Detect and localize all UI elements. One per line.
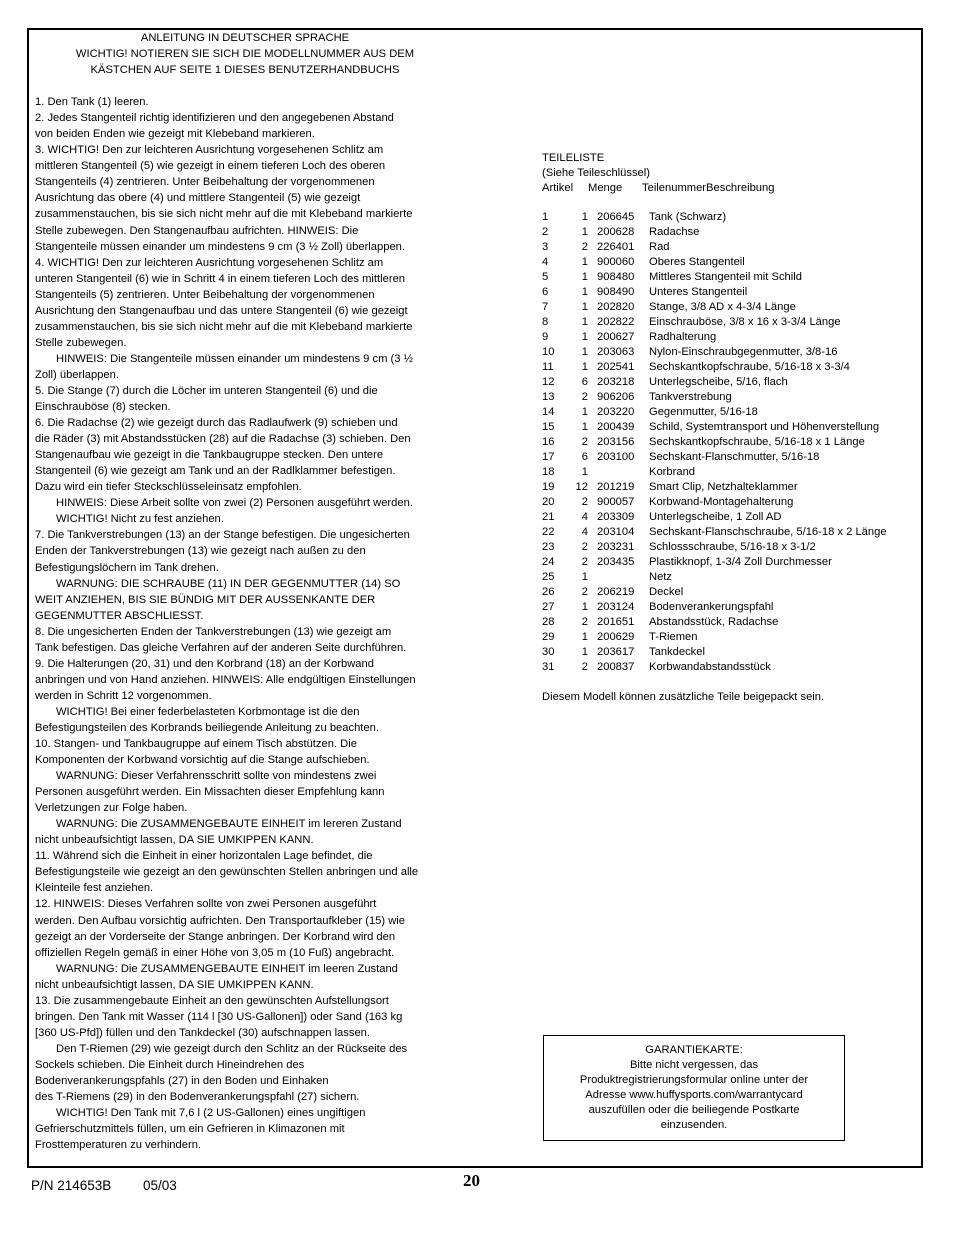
part-item: 19 [542,481,555,493]
part-item: 3 [542,241,549,253]
part-description: Einschrauböse, 3/8 x 16 x 3-3/4 Länge [649,316,841,328]
part-number-cell: 200837 [597,661,635,673]
parts-row [542,630,887,645]
parts-row [542,270,887,285]
part-number-cell: 202820 [597,301,635,313]
part-description: Stange, 3/8 AD x 4-3/4 Länge [649,301,796,313]
part-description: Netz [649,571,673,583]
instruction-line: 10. Stangen- und Tankbaugruppe auf einem Tisch abstützen. Die [35,738,357,751]
part-number-cell: 200627 [597,331,635,343]
part-description: Radachse [649,226,700,238]
part-qty: 1 [581,271,588,283]
part-description: Oberes Stangenteil [649,256,745,268]
warranty-line: Bitte nicht vergessen, das [629,1059,759,1071]
part-item: 4 [542,256,549,268]
part-item: 14 [542,406,555,418]
instruction-line: 9. Die Halterungen (20, 31) und den Korbrand (18) an der Korbwand [35,657,374,670]
instruction-line: WARNUNG: Die ZUSAMMENGEBAUTE EINHEIT im leeren Zustand [56,962,398,975]
part-description: Korbrand [649,466,696,478]
part-item: 13 [542,391,555,403]
parts-row [542,240,887,255]
part-item: 15 [542,421,555,433]
part-item: 12 [542,376,555,388]
part-item: 5 [542,271,549,283]
part-description: Abstandsstück, Radachse [649,616,779,628]
instruction-line: offiziellen Regeln gemäß in einer Höhe von 3,05 m (10 Fuß) angebracht. [35,946,395,959]
part-description: Korbwandabstandsstück [649,661,771,673]
instruction-line: Stangenteile müssen einander um mindestens 9 cm (3 ½ Zoll) überlappen. [35,240,406,253]
parts-row [542,255,887,270]
instruction-line: WEIT ANZIEHEN, BIS SIE BÜNDIG MIT DER AUSSENKANTE DER [35,593,376,606]
part-number-cell: 203063 [597,346,635,358]
instruction-line: WARNUNG: Dieser Verfahrensschritt sollte von mindestens zwei [56,770,377,783]
part-number-cell: 200628 [597,226,635,238]
parts-row [542,615,887,630]
part-item: 31 [542,661,555,673]
instruction-line: Ausrichtung das obere (4) und mittlere Stangenteil (5) wie gezeigt [35,192,361,205]
part-qty: 1 [581,301,588,313]
instruction-line: GEGENMUTTER ABSCHLIESST. [35,609,204,622]
part-item: 22 [542,526,555,538]
part-item: 27 [542,601,555,613]
part-description: Plastikknopf, 1-3/4 Zoll Durchmesser [649,556,832,568]
instruction-line: Stangenteil (6) wie gezeigt am Tank und an der Radlklammer befestigen. [35,465,396,478]
part-number-cell: 203218 [597,376,635,388]
part-number-cell: 200629 [597,631,635,643]
part-number-cell [588,570,649,585]
part-description: Sechskantkopfschraube, 5/16-18 x 3-3/4 [649,361,850,373]
instructions-body [35,94,475,1153]
part-description: Unteres Stangenteil [649,286,748,298]
instruction-line: zusammenstauchen, bis sie sich nicht mehr auf die mit Klebeband markierte [35,320,413,333]
part-qty: 4 [581,511,588,523]
parts-row [542,645,887,660]
part-item: 8 [542,316,549,328]
part-number-cell: 908480 [597,271,635,283]
part-number-cell: 203124 [597,601,635,613]
part-item: 23 [542,541,555,553]
instruction-line: Frosttemperaturen zu verhindern. [35,1139,202,1152]
parts-row [542,360,887,375]
instruction-line: 1. Den Tank (1) leeren. [35,96,149,109]
part-number-cell: 908490 [597,286,635,298]
warranty-line: GARANTIEKARTE: [645,1044,743,1056]
part-number-cell: 900057 [597,496,635,508]
page-number: 20 [463,1171,480,1190]
part-item: 10 [542,346,555,358]
parts-row [542,585,887,600]
part-qty: 1 [581,346,588,358]
instruction-line: 3. WICHTIG! Den zur leichteren Ausrichtung vorgesehenen Schlitz am [35,144,384,157]
part-qty: 1 [581,211,588,223]
part-number-cell [588,465,649,480]
part-qty: 6 [581,451,588,463]
instruction-line: WICHTIG! Den Tank mit 7,6 l (2 US-Gallonen) eines ungiftigen [56,1107,366,1120]
instruction-line: 6. Die Radachse (2) wie gezeigt durch das Radlaufwerk (9) schieben und [35,417,398,430]
warranty-line: einzusenden. [660,1119,728,1131]
part-description: Deckel [649,586,684,598]
instruction-line: WICHTIG! Nicht zu fest anziehen. [56,513,224,526]
instruction-line: Den T-Riemen (29) wie gezeigt durch den Schlitz an der Rückseite des [56,1042,408,1055]
col-artikel: Artikel [542,182,574,194]
parts-header-row [542,181,887,196]
part-item: 29 [542,631,555,643]
instruction-line: WARNUNG: Die ZUSAMMENGEBAUTE EINHEIT im lereren Zustand [56,818,402,831]
parts-row [542,375,887,390]
part-qty: 2 [581,241,588,253]
parts-rows [542,210,887,675]
part-qty: 2 [581,391,588,403]
warranty-line: Produktregistrierungsformular online unter der [579,1074,809,1086]
instruction-line: 8. Die ungesicherten Enden der Tankverstrebungen (13) wie gezeigt am [35,625,392,638]
part-number-cell: 203156 [597,436,635,448]
part-description: Sechskant-Flanschmutter, 5/16-18 [649,451,820,463]
parts-row [542,435,887,450]
instruction-line: Stangenteils (5) zentrieren. Unter Beibehaltung der vorgenommenen [35,288,375,301]
instruction-line: unteren Stangenteil (6) wie in Schritt 4 in einem tieferen Loch des mittleren [35,272,406,285]
instruction-line: mittleren Stangenteil (5) wie gezeigt in einem tieferen Loch des oberen [35,160,386,173]
part-number-cell: 202822 [597,316,635,328]
part-description: Korbwand-Montagehalterung [649,496,794,508]
part-description: Schild, Systemtransport und Höhenverstellung [649,421,880,433]
parts-row [542,540,887,555]
part-item: 26 [542,586,555,598]
part-number-cell: 203309 [597,511,635,523]
part-item: 16 [542,436,555,448]
parts-row [542,225,887,240]
part-qty: 1 [581,331,588,343]
parts-title: TEILELISTE [542,152,605,164]
part-qty: 2 [581,436,588,448]
parts-row [542,405,887,420]
part-number-cell: 201651 [597,616,635,628]
part-qty: 1 [581,316,588,328]
part-description: Tankverstrebung [649,391,732,403]
part-number-cell: 201219 [597,481,635,493]
part-qty: 1 [581,466,588,478]
warranty-line: Adresse www.huffysports.com/warrantycard [585,1089,803,1101]
part-description: Sechskantkopfschraube, 5/16-18 x 1 Länge [649,436,865,448]
parts-row [542,510,887,525]
part-item: 11 [542,361,554,373]
instruction-line: Komponenten der Korbwand vorsichtig auf die Stange aufschieben. [35,754,370,767]
part-description: Bodenverankerungspfahl [649,601,774,613]
part-description: Schlossschraube, 5/16-18 x 3-1/2 [649,541,816,553]
part-number-cell: 203104 [597,526,635,538]
part-item: 17 [542,451,555,463]
instruction-line: von beiden Enden wie gezeigt mit Klebeband markieren. [35,128,315,141]
instruction-line: WICHTIG! Bei einer federbelasteten Korbmontage ist die den [56,705,360,718]
parts-row [542,300,887,315]
part-description: Tankdeckel [649,646,705,658]
instruction-line: [360 US-Pfd]) füllen und den Tankdeckel (30) aufschnappen lassen. [35,1026,371,1039]
part-description: Radhalterung [649,331,717,343]
parts-row [542,315,887,330]
parts-note: Diesem Modell können zusätzliche Teile beigepackt sein. [542,691,825,703]
instruction-line: des T-Riemens (29) in den Bodenverankerungspfahl (27) sichern. [35,1091,360,1104]
part-item: 9 [542,331,549,343]
instruction-line: die Räder (3) mit Abstandsstücken (28) auf die Radachse (3) schieben. Den [35,433,411,446]
part-qty: 2 [581,541,588,553]
part-description: Rad [649,241,670,253]
part-description: T-Riemen [649,631,698,643]
part-number-cell: 200439 [597,421,635,433]
part-qty: 4 [581,526,588,538]
part-item: 25 [542,571,555,583]
part-number: P/N 214653B [31,1178,112,1193]
part-qty: 1 [581,631,588,643]
part-qty: 1 [581,256,588,268]
part-qty: 1 [581,226,588,238]
part-description: Unterlegscheibe, 1 Zoll AD [649,511,782,523]
parts-row [542,465,887,480]
instruction-line: 12. HINWEIS: Dieses Verfahren sollte von zwei Personen ausgeführt [35,898,377,911]
parts-row [542,450,887,465]
warranty-line: auszufüllen oder die beiliegende Postkarte [588,1104,800,1116]
part-number-cell: 206645 [597,211,635,223]
part-qty: 2 [581,586,588,598]
instruction-line: HINWEIS: Diese Arbeit sollte von zwei (2) Personen ausgeführt werden. [56,497,413,510]
part-item: 6 [542,286,549,298]
part-number-cell: 203220 [597,406,635,418]
part-number-cell: 906206 [597,391,635,403]
instruction-line: Stangenteils (4) zentrieren. Unter Beibehaltung der vorgenommenen [35,176,375,189]
instruction-line: Sockels schieben. Die Einheit durch Hineindrehen des [35,1058,305,1071]
instruction-line: werden. Den Aufbau vorsichtig aufrichten. Den Transportaufkleber (15) wie [35,914,406,927]
part-qty: 12 [575,481,588,493]
parts-row [542,660,887,675]
instruction-line: werden in Schritt 12 vorgenommen. [35,689,212,702]
part-number-cell: 226401 [597,241,635,253]
part-description: Gegenmutter, 5/16-18 [649,406,758,418]
part-qty: 1 [581,406,588,418]
instruction-line: Enden der Tankverstrebungen (13) wie gezeigt nach außen zu den [35,545,366,558]
part-number-cell: 203231 [597,541,635,553]
parts-row [542,390,887,405]
instruction-line: Bodenverankerungspfahls (27) in den Boden und Einhaken [35,1075,329,1087]
header-line: ANLEITUNG IN DEUTSCHER SPRACHE [140,32,350,44]
parts-row [542,525,887,540]
part-item: 2 [542,226,549,238]
part-qty: 2 [581,556,588,568]
parts-row [542,330,887,345]
instruction-line: 4. WICHTIG! Den zur leichteren Ausrichtung vorgesehenen Schlitz am [35,256,384,269]
instruction-line: gezeigt an der Vorderseite der Stange anbringen. Der Korbrand wird den [35,930,396,943]
part-qty: 1 [581,361,588,373]
part-description: Nylon-Einschraubgegenmutter, 3/8-16 [649,346,838,358]
parts-row [542,600,887,615]
part-item: 28 [542,616,555,628]
part-item: 30 [542,646,555,658]
header-line: KÄSTCHEN AUF SEITE 1 DIESES BENUTZERHANDBUCHS [90,64,400,77]
part-qty: 1 [581,571,588,583]
parts-subtitle: (Siehe Teileschlüssel) [542,167,650,179]
header-line: WICHTIG! NOTIEREN SIE SICH DIE MODELLNUMMER AUS DEM [75,48,415,61]
instruction-line: 7. Die Tankverstrebungen (13) an der Stange befestigen. Die ungesicherten [35,529,410,542]
col-teil: TeilenummerBeschreibung [642,182,775,194]
instruction-line: Stangenaufbau wie gezeigt in die Tankbaugruppe stecken. Den untere [35,449,384,462]
instruction-line: Befestigungsteile wie gezeigt an den gewünschten Stellen anbringen und alle [35,866,419,879]
instructions-header [35,30,455,78]
part-qty: 2 [581,496,588,508]
part-number-cell: 203100 [597,451,635,463]
part-description: Smart Clip, Netzhalteklammer [649,481,798,493]
part-item: 24 [542,556,555,568]
part-item: 1 [542,211,549,223]
part-qty: 1 [581,646,588,658]
part-item: 20 [542,496,555,508]
part-description: Sechskant-Flanschschraube, 5/16-18 x 2 Länge [649,526,887,538]
part-description: Unterlegscheibe, 5/16, flach [649,376,788,388]
instruction-line: WARNUNG: DIE SCHRAUBE (11) IN DER GEGENMUTTER (14) SO [56,577,401,590]
instruction-line: Personen ausgeführt werden. Ein Missachten dieser Empfehlung kann [35,786,385,799]
parts-row [542,570,887,585]
part-number-cell: 206219 [597,586,635,598]
col-menge: Menge [588,182,623,194]
instruction-line: 5. Die Stange (7) durch die Löcher im unteren Stangenteil (6) und die [35,384,378,397]
instructions-column [35,30,475,1153]
instruction-line: bringen. Den Tank mit Wasser (114 l [30 US-Gallonen]) oder Sand (163 kg [35,1010,403,1023]
part-qty: 2 [581,661,588,673]
instruction-line: Einschrauböse (8) stecken. [35,401,171,414]
instruction-line: Stelle zubewegen. [35,336,127,349]
parts-row [542,345,887,360]
print-date: 05/03 [143,1178,177,1193]
instruction-line: Gefrierschutzmittels füllen, um ein Gefrieren in Klimazonen mit [35,1123,345,1136]
part-item: 21 [542,511,555,523]
instruction-line: Stelle zubewegen. Den Stangenaufbau aufrichten. HINWEIS: Die [35,224,359,237]
instruction-line: Befestigungslöchern im Tank drehen. [35,561,219,574]
instruction-line: anbringen und von Hand anziehen. HINWEIS: Alle endgültigen Einstellungen [35,673,416,686]
parts-list [542,151,887,705]
instruction-line: 2. Jedes Stangenteil richtig identifizieren und den angegebenen Abstand [35,112,394,125]
parts-row [542,420,887,435]
instruction-line: 13. Die zusammengebaute Einheit an den gewünschten Aufstellungsort [35,994,389,1007]
warranty-box [543,1035,845,1141]
parts-row [542,495,887,510]
instruction-line: HINWEIS: Die Stangenteile müssen einander um mindestens 9 cm (3 ½ [56,352,413,365]
part-number-cell: 900060 [597,256,635,268]
part-item: 7 [542,301,549,313]
instruction-line: Kleinteile fest anziehen. [35,882,154,895]
part-qty: 1 [581,421,588,433]
part-qty: 6 [581,376,588,388]
part-number-cell: 202541 [597,361,635,373]
part-qty: 1 [581,601,588,613]
part-qty: 2 [581,616,588,628]
part-item: 18 [542,466,555,478]
part-description: Tank (Schwarz) [649,211,727,223]
instruction-line: nicht unbeaufsichtigt lassen, DA SIE UMKIPPEN KANN. [35,834,314,847]
part-qty: 1 [581,286,588,298]
parts-row [542,480,887,495]
parts-row [542,555,887,570]
part-number-cell: 203617 [597,646,635,658]
parts-row [542,210,887,225]
instruction-line: Befestigungsteilen des Korbrands beiliegende Anleitung zu beachten. [35,721,379,734]
instruction-line: Verletzungen zur Folge haben. [35,802,188,815]
part-number-cell: 203435 [597,556,635,568]
parts-row [542,285,887,300]
instruction-line: nicht unbeaufsichtigt lassen, DA SIE UMKIPPEN KANN. [35,978,314,991]
instruction-line: Dazu wird ein tiefer Steckschlüsseleinsatz empfohlen. [35,481,302,494]
instruction-line: zusammenstauchen, bis sie sich nicht mehr auf die mit Klebeband markierte [35,208,413,221]
instruction-line: Tank befestigen. Das gleiche Verfahren auf der anderen Seite durchführen. [35,641,407,654]
instruction-line: Ausrichtung den Stangenaufbau und das untere Stangenteil (6) wie gezeigt [35,304,408,317]
instruction-line: 11. Während sich die Einheit in einer horizontalen Lage befindet, die [35,850,373,863]
part-description: Mittleres Stangenteil mit Schild [649,271,802,283]
instruction-line: Zoll) überlappen. [35,368,119,381]
